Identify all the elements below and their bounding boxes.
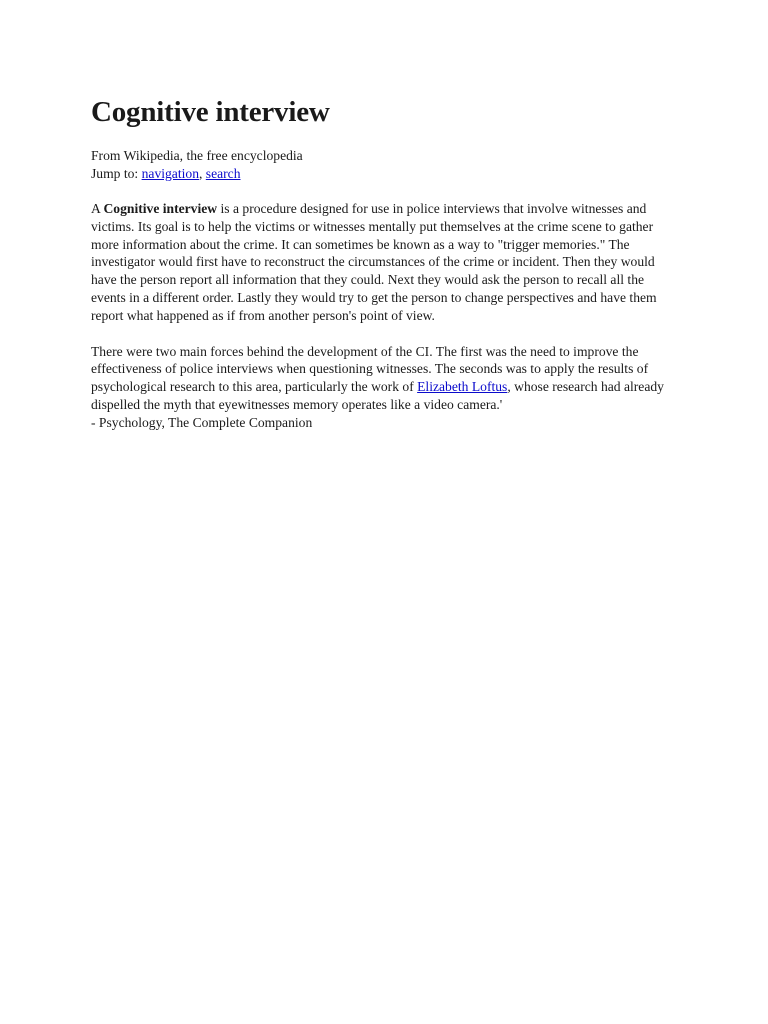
tagline: From Wikipedia, the free encyclopedia [91,148,303,163]
jump-to [91,165,681,183]
navigation-link[interactable]: navigation [141,165,199,181]
intro-lead: A [91,201,104,216]
history-text-after: , whose research had already dispelled the myth that eyewitnesses memory operates like a video camera.' [91,379,664,412]
citation: - Psychology, The Complete Companion [91,414,313,430]
jump-to-label: Jump to: [91,165,142,181]
search-link[interactable]: search [205,165,241,181]
history-text-before: There were two main forces behind the development of the CI. The first was the need to improve the effectiveness of police interviews when questioning witnesses. The seconds was to apply the results of psychological research to this area, particularly the work of [91,343,649,395]
jump-separator: , [199,165,206,181]
intro-text: is a procedure designed for use in police interviews that involve witnesses and victims. Its goal is to help the victims or witnesses mentally put themselves at the crime scene to gather more information about the crime. It can sometimes be known as a way to "trigger memories." The investigator would first have to reconstruct the circumstances of the crime or incident. Then they would have the person report all information that they could. Next they would ask the person to recall all the events in a different order. Lastly they would try to get the person to change perspectives and have them report what happened as if from another person's point of view. [91,201,657,323]
article-meta [91,147,681,182]
intro-paragraph [91,200,681,325]
elizabeth-loftus-link[interactable]: Elizabeth Loftus [417,379,508,395]
history-paragraph [91,343,681,432]
page-title: Cognitive interview [91,96,330,128]
article [91,94,681,432]
article-term: Cognitive interview [103,201,218,216]
